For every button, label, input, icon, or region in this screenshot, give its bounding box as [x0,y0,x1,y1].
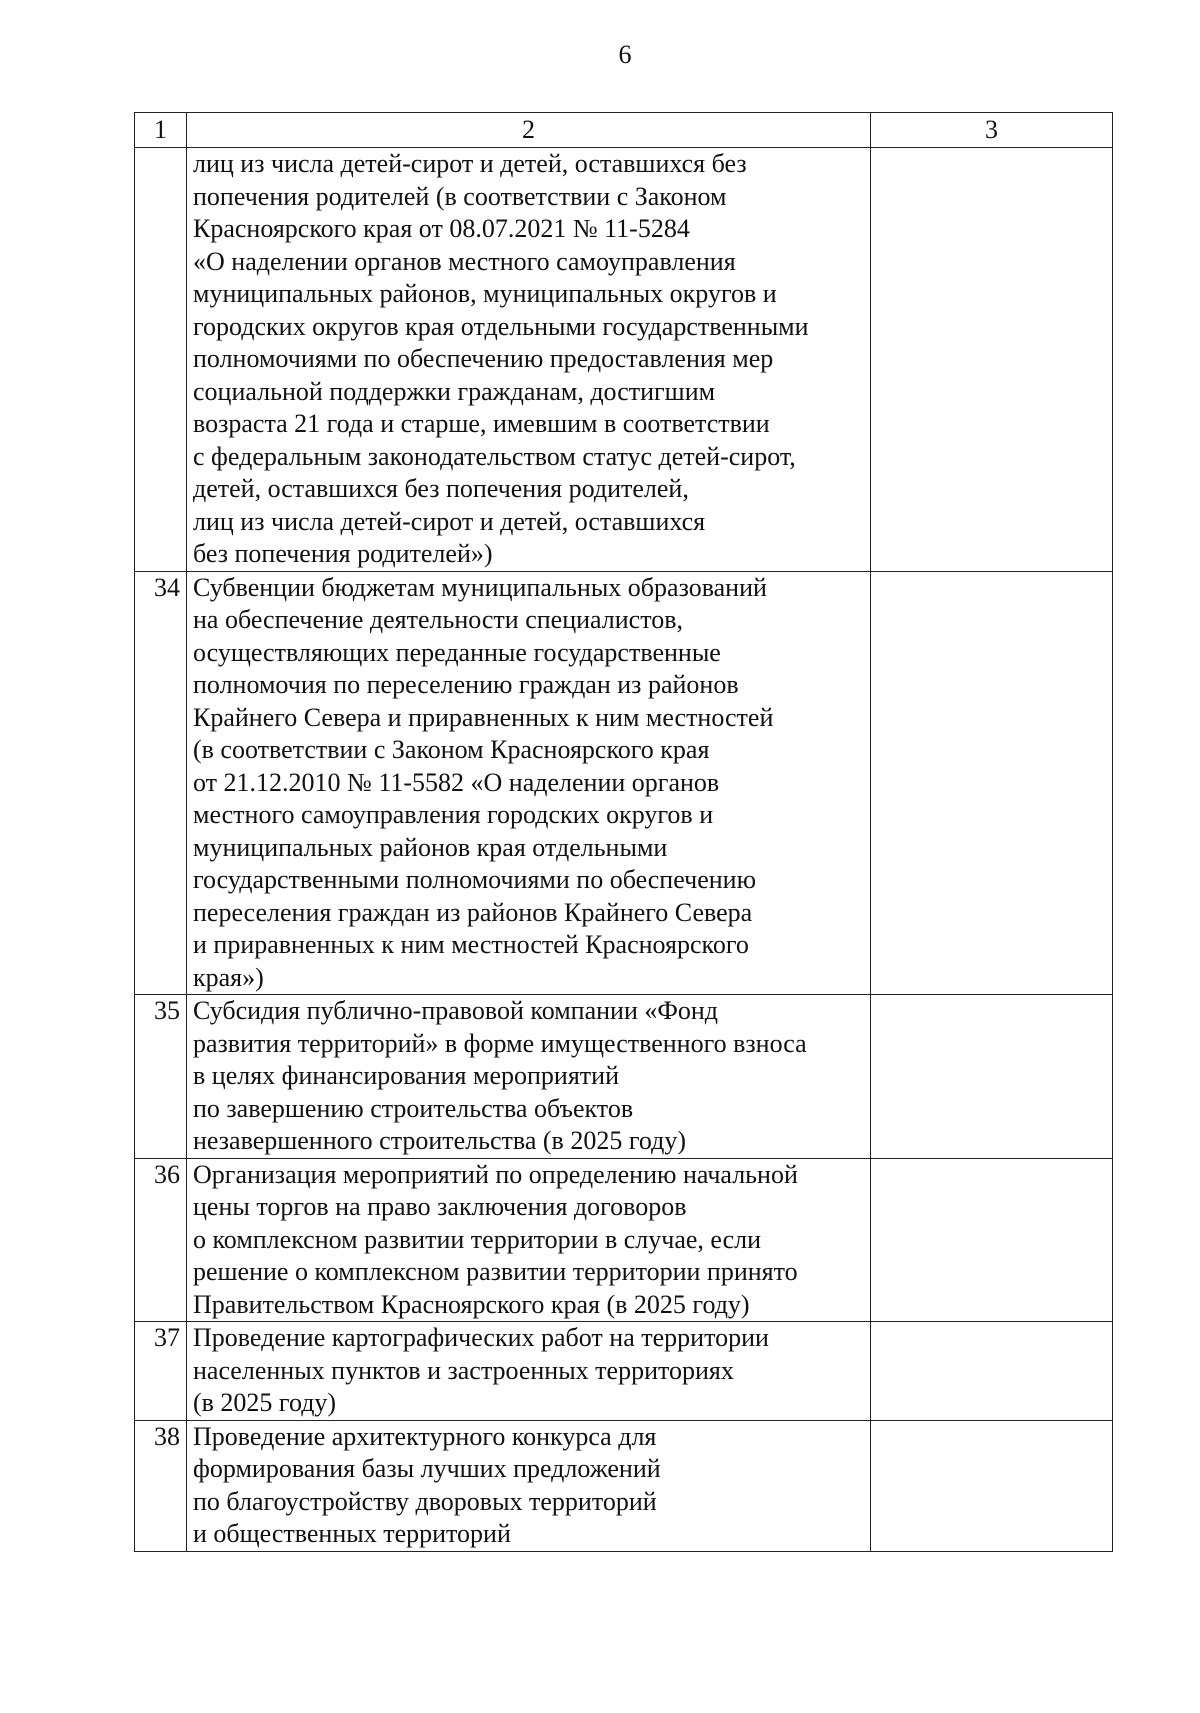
description-line: Субсидия публично-правовой компании «Фонд [193,996,719,1025]
description-line: формирования базы лучших предложений [193,1454,661,1483]
row-number: 34 [135,571,187,995]
description-line: от 21.12.2010 № 11-5582 «О наделении органов [193,767,720,797]
description-line: Проведение архитектурного конкурса для [193,1421,657,1451]
document-table [134,112,1113,1552]
description-line: государственными полномочиями по обеспечению [193,865,756,894]
table-header-row [135,113,1113,148]
description-line: Организация мероприятий по определению начальной [193,1159,798,1189]
description-line: полномочия по переселению граждан из районов [193,670,739,699]
description-line: переселения граждан из районов Крайнего Севера [193,897,753,927]
row-number: 37 [135,1322,187,1421]
row-number: 35 [135,995,187,1159]
description-line: и приравненных к ним местностей Красноярского [193,930,749,959]
row-note [871,148,1113,572]
row-number [135,148,187,572]
description-line: края») [193,962,264,992]
description-line: о комплексном развитии территории в случае, если [193,1224,762,1254]
description-line: попечения родителей (в соответствии с Законом [193,181,727,211]
description-line: «О наделении органов местного самоуправления [193,246,736,276]
description-line: цены торгов на право заключения договоров [193,1192,687,1221]
description-line: населенных пунктов и застроенных территориях [193,1355,734,1385]
description-line: и общественных территорий [193,1519,511,1548]
row-number: 36 [135,1158,187,1322]
description-line: развития территорий» в форме имущественного взноса [193,1028,807,1058]
row-description [187,1158,871,1322]
description-line: в целях финансирования мероприятий [193,1061,619,1090]
description-line: муниципальных районов, муниципальных округов и [193,279,777,308]
header-col-3: 3 [871,113,1113,148]
table-body [135,148,1113,1552]
description-line: Правительством Красноярского края (в 2025 году) [193,1289,750,1319]
description-line: Проведение картографических работ на территории [193,1323,769,1352]
description-line: Красноярского края от 08.07.2021 № 11-5284 [193,214,690,243]
table-row [135,1158,1113,1322]
description-line: местного самоуправления городских округов и [193,800,714,829]
description-line: по завершению строительства объектов [193,1093,634,1123]
page-number: 6 [618,40,632,69]
description-line: лиц из числа детей-сирот и детей, оставшихся без [193,149,747,178]
row-note [871,571,1113,995]
row-number: 38 [135,1420,187,1551]
description-line: полномочиями по обеспечению предоставления мер [193,344,774,373]
description-line: на обеспечение деятельности специалистов, [193,605,684,634]
table-row [135,571,1113,995]
header-col-2: 2 [187,113,871,148]
description-line: муниципальных районов края отдельными [193,832,668,862]
table-row [135,995,1113,1159]
description-line: с федеральным законодательством статус детей-сирот, [193,441,796,471]
row-note [871,995,1113,1159]
description-line: по благоустройству дворовых территорий [193,1486,657,1516]
row-description [187,1322,871,1421]
description-line: детей, оставшихся без попечения родителей, [193,474,689,503]
description-line: социальной поддержки гражданам, достигшим [193,376,716,406]
table-row [135,1420,1113,1551]
description-line: Крайнего Севера и приравненных к ним местностей [193,702,774,732]
description-line: возраста 21 года и старше, имевшим в соответствии [193,409,770,438]
row-description [187,148,871,572]
row-description [187,995,871,1159]
description-line: Субвенции бюджетам муниципальных образований [193,572,767,602]
description-line: лиц из числа детей-сирот и детей, оставшихся [193,506,706,536]
description-line: осуществляющих переданные государственные [193,637,721,667]
row-note [871,1158,1113,1322]
description-line: решение о комплексном развитии территории принято [193,1257,798,1286]
description-line: незавершенного строительства (в 2025 году) [193,1126,686,1155]
row-description [187,1420,871,1551]
description-line: городских округов края отдельными государственными [193,311,809,341]
table-row [135,1322,1113,1421]
header-col-1: 1 [135,113,187,148]
row-note [871,1322,1113,1421]
table-row [135,148,1113,572]
row-note [871,1420,1113,1551]
description-line: без попечения родителей») [193,539,493,568]
row-description [187,571,871,995]
description-line: (в соответствии с Законом Красноярского края [193,735,710,764]
description-line: (в 2025 году) [193,1388,337,1417]
